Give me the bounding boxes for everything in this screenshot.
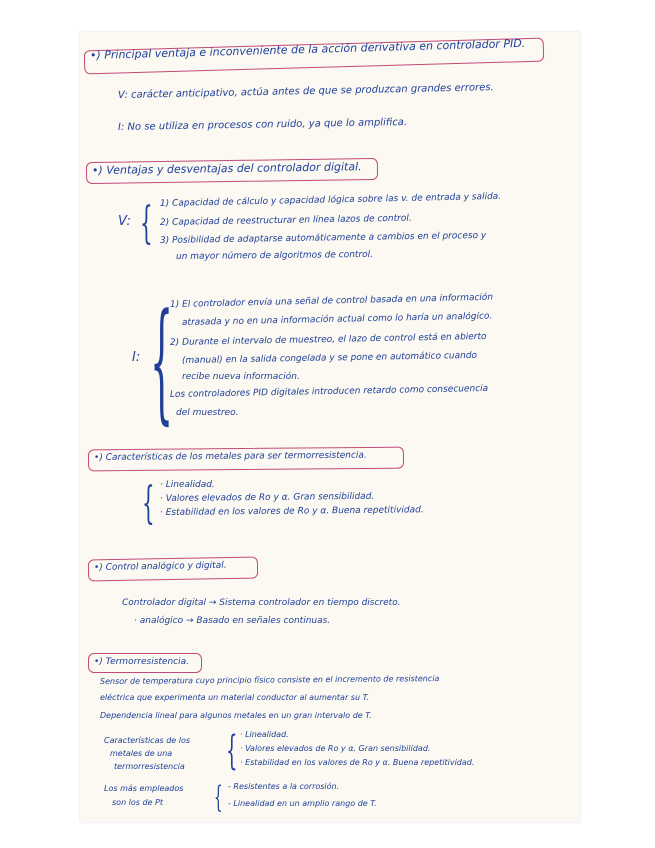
termo-used-item-2: - Linealidad en un amplio rango de T. [228, 799, 377, 808]
termo-line-3: Dependencia lineal para algunos metales en un gran intervalo de T. [100, 711, 372, 720]
digital-advantage-3: 3) Posibilidad de adaptarse automáticamente a cambios en el proceso y [159, 230, 487, 246]
digital-disadvantage-1b: atrasada y no en una información actual como lo haría un analógico. [181, 311, 493, 328]
pid-disadvantage: I: No se utiliza en procesos con ruido, ya que lo amplifica. [117, 116, 408, 133]
metals-item-3: · Estabilidad en los valores de Ro y α. Buena repetitividad. [159, 505, 424, 518]
termo-title: •) Termorresistencia. [94, 657, 189, 667]
termo-line-1: Sensor de temperatura cuyo principio físico consiste en el incremento de resistencia [99, 674, 440, 686]
termo-char-item-2: · Valores elevados de Ro y α. Gran sensibilidad. [240, 744, 431, 753]
digital-advantage-2: 2) Capacidad de reestructurar en línea lazos de control. [159, 213, 412, 228]
termo-char-item-1: · Linealidad. [240, 730, 289, 739]
control-title: •) Control analógico y digital. [93, 560, 227, 573]
digital-disadvantage-2b: (manual) en la salida congelada y se pone en automático cuando [181, 350, 478, 366]
termo-used-brace: { [214, 780, 223, 815]
pid-title: •) Principal ventaja e inconveniente de la acción derivativa en controlador PID. [89, 36, 526, 62]
control-digital-line: Controlador digital → Sistema controlador en tiempo discreto. [122, 598, 401, 608]
digital-disadvantage-3: Los controladores PID digitales introducen retardo como consecuencia [169, 383, 489, 400]
digital-disadvantages-brace: { [150, 285, 174, 437]
termo-line-2: eléctrica que experimenta un material conductor al aumentar su T. [100, 693, 370, 702]
metals-item-1: · Linealidad. [160, 480, 215, 490]
termo-char-label-3: termorresistencia [114, 762, 185, 771]
digital-title: •) Ventajas y desventajas del controlador digital. [91, 160, 362, 177]
digital-advantage-1: 1) Capacidad de cálculo y capacidad lógica sobre las v. de entrada y salida. [159, 191, 502, 209]
termo-char-item-3: · Estabilidad en los valores de Ro y α. Buena repetitividad. [240, 758, 475, 767]
termo-char-label-2: metales de una [110, 749, 173, 758]
digital-advantage-3b: un mayor número de algoritmos de control. [175, 249, 374, 262]
digital-advantages-brace: { [140, 198, 153, 249]
termo-char-brace: { [226, 728, 238, 774]
digital-disadvantage-1: 1) El controlador envía una señal de control basada en una información [169, 292, 494, 310]
termo-used-item-1: - Resistentes a la corrosión. [228, 782, 340, 791]
termo-char-label-1: Características de los [104, 736, 191, 745]
pid-advantage: V: carácter anticipativo, actúa antes de que se produzcan grandes errores. [117, 82, 494, 101]
metals-brace: { [142, 478, 155, 529]
termo-used-label-1: Los más empleados [104, 784, 184, 793]
digital-disadvantage-3b: del muestreo. [176, 408, 239, 418]
metals-title: •) Características de los metales para ser termorresistencia. [93, 450, 367, 463]
digital-advantages-marker: V: [118, 214, 131, 229]
metals-item-2: · Valores elevados de Ro y α. Gran sensibilidad. [159, 491, 375, 504]
digital-disadvantages-marker: I: [132, 350, 141, 365]
control-analog-line: · analógico → Basado en señales continuas. [134, 616, 331, 626]
digital-disadvantage-2c: recibe nueva información. [182, 372, 300, 382]
termo-used-label-2: son los de Pt [112, 798, 164, 807]
digital-disadvantage-2: 2) Durante el intervalo de muestreo, el lazo de control está en abierto [169, 331, 487, 348]
